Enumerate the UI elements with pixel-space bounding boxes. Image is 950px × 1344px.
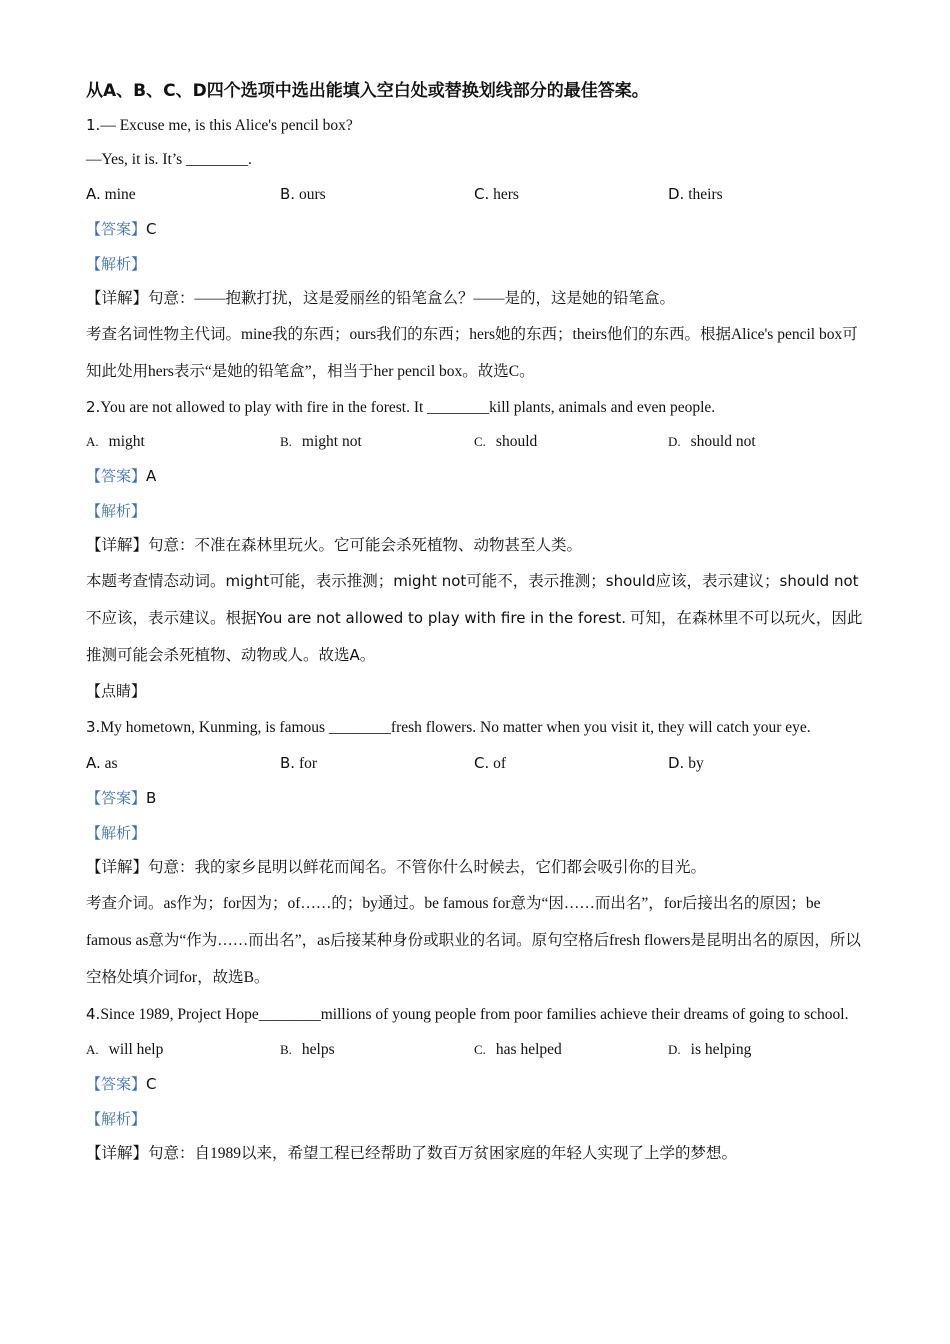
answer-line bbox=[86, 212, 866, 247]
explanation: 考查介词。as作为；for因为；of……的；by通过。be famous for意为“因……而出名”，for后接出名的原因；be famous as意为“作为……而出名”，as后接某种身份或职业的名词。原句空格后fresh flowers是昆明出名的原因，所以空格处填介词for，故选B。 bbox=[86, 895, 861, 986]
option-d: D. theirs bbox=[668, 185, 723, 203]
question-stem bbox=[86, 390, 866, 425]
document-page bbox=[86, 76, 866, 1171]
question-response: —Yes, it is. It’s ________. bbox=[86, 151, 252, 168]
analysis-label: 【解析】 bbox=[86, 824, 147, 842]
option-b: B. helps bbox=[280, 1041, 335, 1058]
option-b: B. ours bbox=[280, 185, 326, 203]
question-4 bbox=[86, 996, 866, 1171]
comment-line bbox=[86, 674, 866, 709]
detail-text: 句意：不准在森林里玩火。它可能会杀死植物、动物甚至人类。 bbox=[148, 537, 583, 554]
answer-line bbox=[86, 781, 866, 816]
answer-line bbox=[86, 1067, 866, 1102]
question-stem bbox=[86, 709, 866, 746]
answer-line bbox=[86, 459, 866, 494]
question-number: 1. bbox=[86, 116, 101, 134]
options-row bbox=[86, 177, 866, 212]
detail-line bbox=[86, 529, 866, 563]
answer-label: 【答案】 bbox=[86, 1075, 147, 1093]
question-text: — Excuse me, is this Alice's pencil box? bbox=[100, 117, 353, 134]
option-a: A. as bbox=[86, 754, 118, 772]
option-c: C. of bbox=[474, 754, 507, 772]
explanation: 考查名词性物主代词。mine我的东西；ours我们的东西；hers她的东西；theirs他们的东西。根据Alice's pencil box可知此处用hers表示“是她的铅笔盒”，相当于her pencil box。故选C。 bbox=[86, 326, 858, 380]
analysis-line bbox=[86, 816, 866, 851]
question-number: 2. bbox=[86, 398, 101, 416]
detail-text: 句意：——抱歉打扰，这是爱丽丝的铅笔盒么？——是的，这是她的铅笔盒。 bbox=[148, 290, 676, 307]
answer-value: B bbox=[146, 789, 157, 807]
options-row bbox=[86, 746, 866, 781]
question-2 bbox=[86, 390, 866, 709]
option-c: C. has helped bbox=[474, 1041, 562, 1058]
option-c: C. hers bbox=[474, 185, 519, 203]
options-row bbox=[86, 425, 866, 459]
answer-value: C bbox=[146, 220, 157, 238]
question-text: My hometown, Kunming, is famous ________fresh flowers. No matter when you visit it, they will catch your eye. bbox=[100, 719, 811, 736]
detail-line bbox=[86, 1137, 866, 1171]
analysis-line bbox=[86, 494, 866, 529]
detail-text: 句意：我的家乡昆明以鲜花而闻名。不管你什么时候去，它们都会吸引你的目光。 bbox=[148, 859, 707, 876]
section-heading: 从A、B、C、D四个选项中选出能填入空白处或替换划线部分的最佳答案。 bbox=[86, 81, 649, 101]
option-a: A. will help bbox=[86, 1041, 164, 1058]
option-d: D. by bbox=[668, 754, 704, 772]
option-a: A. might bbox=[86, 433, 145, 450]
detail-line bbox=[86, 851, 866, 885]
question-stem bbox=[86, 108, 866, 143]
question-stem bbox=[86, 996, 866, 1033]
answer-label: 【答案】 bbox=[86, 220, 147, 238]
detail-label: 【详解】 bbox=[86, 1145, 149, 1162]
question-3 bbox=[86, 709, 866, 996]
answer-label: 【答案】 bbox=[86, 467, 147, 485]
answer-label: 【答案】 bbox=[86, 789, 147, 807]
option-d: D. should not bbox=[668, 433, 756, 450]
comment-label: 【点睛】 bbox=[86, 682, 147, 700]
detail-label: 【详解】 bbox=[86, 290, 149, 307]
option-a: A. mine bbox=[86, 185, 136, 203]
detail-label: 【详解】 bbox=[86, 859, 149, 876]
question-text: Since 1989, Project Hope________millions of young people from poor families achieve their dreams of going to school. bbox=[100, 1006, 849, 1023]
analysis-line bbox=[86, 247, 866, 282]
option-c: C. should bbox=[474, 433, 538, 450]
analysis-label: 【解析】 bbox=[86, 1110, 147, 1128]
question-1 bbox=[86, 108, 866, 390]
question-number: 4. bbox=[86, 1005, 101, 1023]
options-row bbox=[86, 1033, 866, 1067]
option-d: D. is helping bbox=[668, 1041, 752, 1058]
analysis-line bbox=[86, 1102, 866, 1137]
analysis-label: 【解析】 bbox=[86, 502, 147, 520]
option-b: B. for bbox=[280, 754, 318, 772]
detail-label: 【详解】 bbox=[86, 537, 149, 554]
explanation: 本题考查情态动词。might可能，表示推测；might not可能不，表示推测；should应该，表示建议；should not不应该，表示建议。根据You are not allowed to play with fire in the forest. 可知，在森林里不可以玩火，因此推测可能会杀死植物、动物或人。故选A。 bbox=[86, 572, 863, 664]
answer-value: A bbox=[146, 467, 157, 485]
option-b: B. might not bbox=[280, 433, 362, 450]
analysis-label: 【解析】 bbox=[86, 255, 147, 273]
question-text: You are not allowed to play with fire in the forest. It ________kill plants, animals and even people. bbox=[100, 399, 716, 416]
question-number: 3. bbox=[86, 718, 101, 736]
answer-value: C bbox=[146, 1075, 157, 1093]
detail-text: 句意：自1989以来，希望工程已经帮助了数百万贫困家庭的年轻人实现了上学的梦想。 bbox=[148, 1145, 738, 1162]
detail-line bbox=[86, 282, 866, 316]
